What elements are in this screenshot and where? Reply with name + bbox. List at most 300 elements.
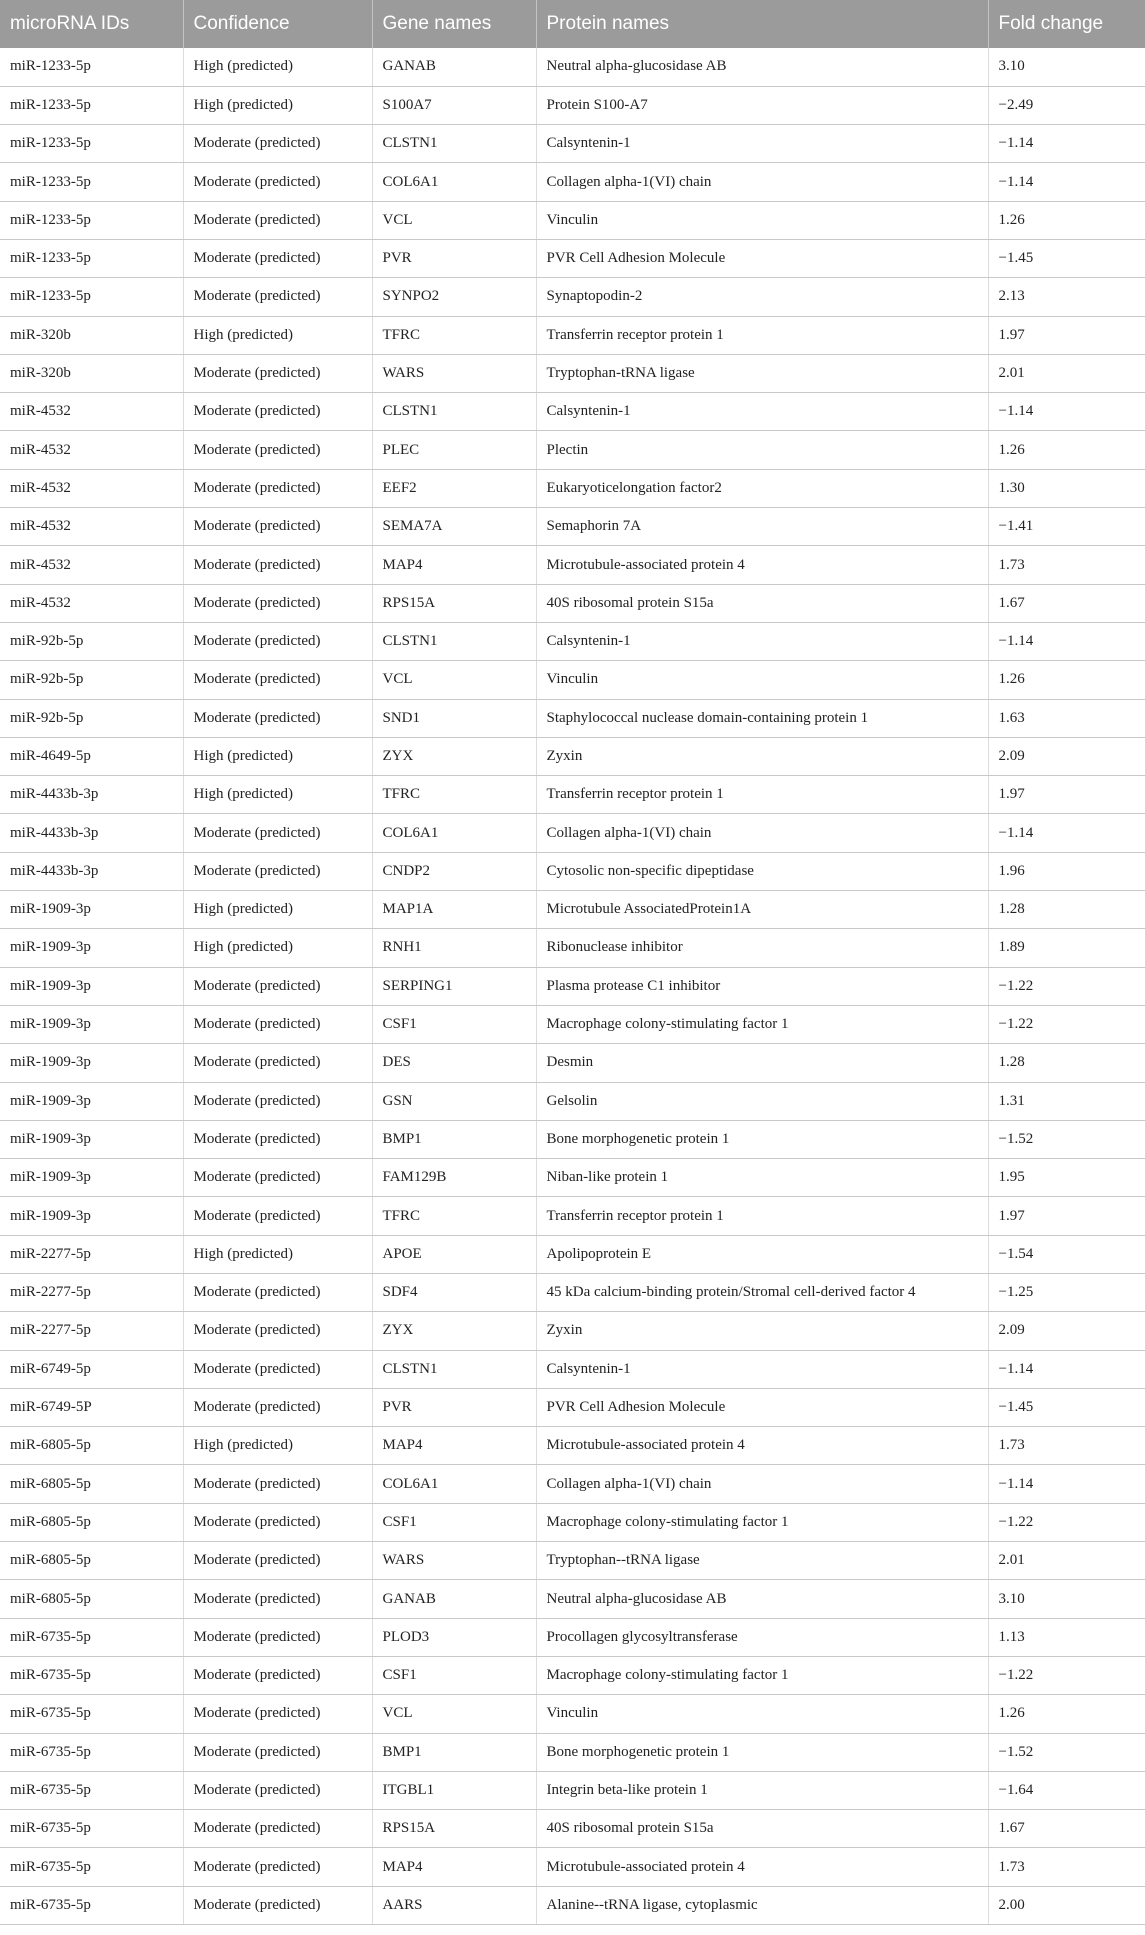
cell-protein-name: Gelsolin: [536, 1082, 988, 1120]
cell-fold-change: 2.00: [988, 1886, 1145, 1924]
cell-fold-change: 2.13: [988, 278, 1145, 316]
cell-gene-name: CSF1: [372, 1503, 536, 1541]
cell-fold-change: −1.54: [988, 1235, 1145, 1273]
cell-microrna-id: miR-320b: [0, 354, 183, 392]
cell-confidence: Moderate (predicted): [183, 393, 372, 431]
cell-fold-change: −1.14: [988, 814, 1145, 852]
cell-confidence: Moderate (predicted): [183, 163, 372, 201]
cell-gene-name: COL6A1: [372, 163, 536, 201]
cell-fold-change: 1.26: [988, 431, 1145, 469]
cell-protein-name: Calsyntenin-1: [536, 125, 988, 163]
cell-confidence: Moderate (predicted): [183, 546, 372, 584]
cell-protein-name: Cytosolic non-specific dipeptidase: [536, 852, 988, 890]
cell-fold-change: −1.22: [988, 1656, 1145, 1694]
cell-protein-name: Microtubule AssociatedProtein1A: [536, 891, 988, 929]
cell-gene-name: PVR: [372, 239, 536, 277]
cell-confidence: Moderate (predicted): [183, 1733, 372, 1771]
table-row: [0, 201, 1145, 239]
cell-protein-name: Transferrin receptor protein 1: [536, 316, 988, 354]
table-row: [0, 661, 1145, 699]
table-row: [0, 891, 1145, 929]
cell-microrna-id: miR-6805-5p: [0, 1580, 183, 1618]
cell-gene-name: COL6A1: [372, 814, 536, 852]
cell-microrna-id: miR-2277-5p: [0, 1312, 183, 1350]
cell-protein-name: Vinculin: [536, 1695, 988, 1733]
cell-fold-change: 1.73: [988, 546, 1145, 584]
cell-fold-change: 3.10: [988, 48, 1145, 86]
cell-confidence: High (predicted): [183, 1427, 372, 1465]
cell-microrna-id: miR-1233-5p: [0, 201, 183, 239]
table-row: [0, 1695, 1145, 1733]
cell-confidence: Moderate (predicted): [183, 469, 372, 507]
cell-fold-change: −1.52: [988, 1733, 1145, 1771]
cell-gene-name: RPS15A: [372, 584, 536, 622]
cell-gene-name: CLSTN1: [372, 393, 536, 431]
cell-fold-change: 2.09: [988, 737, 1145, 775]
table-row: [0, 431, 1145, 469]
header-confidence: Confidence: [183, 0, 372, 48]
cell-microrna-id: miR-4532: [0, 393, 183, 431]
table-row: [0, 546, 1145, 584]
cell-microrna-id: miR-6805-5p: [0, 1465, 183, 1503]
table-row: [0, 1656, 1145, 1694]
cell-fold-change: 1.67: [988, 1810, 1145, 1848]
cell-microrna-id: miR-4532: [0, 431, 183, 469]
cell-fold-change: −1.14: [988, 163, 1145, 201]
cell-microrna-id: miR-4649-5p: [0, 737, 183, 775]
table-row: [0, 1235, 1145, 1273]
table-row: [0, 278, 1145, 316]
cell-fold-change: 1.96: [988, 852, 1145, 890]
cell-fold-change: −1.14: [988, 125, 1145, 163]
cell-fold-change: −1.52: [988, 1120, 1145, 1158]
cell-confidence: Moderate (predicted): [183, 661, 372, 699]
cell-gene-name: SDF4: [372, 1274, 536, 1312]
cell-microrna-id: miR-1233-5p: [0, 239, 183, 277]
cell-protein-name: Apolipoprotein E: [536, 1235, 988, 1273]
cell-confidence: Moderate (predicted): [183, 1312, 372, 1350]
cell-fold-change: 1.31: [988, 1082, 1145, 1120]
cell-confidence: Moderate (predicted): [183, 1503, 372, 1541]
cell-gene-name: MAP4: [372, 546, 536, 584]
cell-protein-name: Neutral alpha-glucosidase AB: [536, 48, 988, 86]
cell-gene-name: MAP4: [372, 1427, 536, 1465]
cell-fold-change: 1.26: [988, 1695, 1145, 1733]
cell-protein-name: Ribonuclease inhibitor: [536, 929, 988, 967]
cell-fold-change: 1.97: [988, 776, 1145, 814]
cell-fold-change: 1.26: [988, 661, 1145, 699]
cell-gene-name: GANAB: [372, 48, 536, 86]
cell-protein-name: Semaphorin 7A: [536, 508, 988, 546]
cell-fold-change: −1.45: [988, 1388, 1145, 1426]
cell-gene-name: FAM129B: [372, 1159, 536, 1197]
cell-gene-name: WARS: [372, 354, 536, 392]
cell-gene-name: ZYX: [372, 737, 536, 775]
cell-microrna-id: miR-6735-5p: [0, 1695, 183, 1733]
cell-confidence: Moderate (predicted): [183, 1771, 372, 1809]
table-row: [0, 622, 1145, 660]
cell-gene-name: CLSTN1: [372, 1350, 536, 1388]
cell-protein-name: Alanine--tRNA ligase, cytoplasmic: [536, 1886, 988, 1924]
table-row: [0, 86, 1145, 124]
cell-protein-name: 40S ribosomal protein S15a: [536, 1810, 988, 1848]
table-row: [0, 776, 1145, 814]
cell-fold-change: 1.28: [988, 891, 1145, 929]
cell-protein-name: Collagen alpha-1(VI) chain: [536, 814, 988, 852]
cell-microrna-id: miR-1909-3p: [0, 1044, 183, 1082]
cell-gene-name: SERPING1: [372, 967, 536, 1005]
cell-protein-name: Zyxin: [536, 1312, 988, 1350]
table-row: [0, 1350, 1145, 1388]
cell-protein-name: Eukaryoticelongation factor2: [536, 469, 988, 507]
cell-fold-change: 2.01: [988, 1542, 1145, 1580]
cell-protein-name: 40S ribosomal protein S15a: [536, 584, 988, 622]
table-row: [0, 1120, 1145, 1158]
cell-microrna-id: miR-1909-3p: [0, 891, 183, 929]
cell-microrna-id: miR-4532: [0, 546, 183, 584]
cell-microrna-id: miR-1909-3p: [0, 1005, 183, 1043]
cell-gene-name: TFRC: [372, 316, 536, 354]
cell-protein-name: PVR Cell Adhesion Molecule: [536, 239, 988, 277]
cell-confidence: Moderate (predicted): [183, 431, 372, 469]
cell-protein-name: Plasma protease C1 inhibitor: [536, 967, 988, 1005]
cell-fold-change: −1.41: [988, 508, 1145, 546]
table-row: [0, 1542, 1145, 1580]
cell-confidence: Moderate (predicted): [183, 1810, 372, 1848]
cell-confidence: Moderate (predicted): [183, 814, 372, 852]
cell-protein-name: PVR Cell Adhesion Molecule: [536, 1388, 988, 1426]
cell-protein-name: Collagen alpha-1(VI) chain: [536, 1465, 988, 1503]
cell-protein-name: Transferrin receptor protein 1: [536, 1197, 988, 1235]
cell-microrna-id: miR-1909-3p: [0, 967, 183, 1005]
cell-fold-change: 1.73: [988, 1848, 1145, 1886]
cell-microrna-id: miR-6805-5p: [0, 1542, 183, 1580]
cell-fold-change: 2.09: [988, 1312, 1145, 1350]
cell-microrna-id: miR-320b: [0, 316, 183, 354]
cell-fold-change: 1.30: [988, 469, 1145, 507]
cell-gene-name: VCL: [372, 661, 536, 699]
cell-fold-change: 1.67: [988, 584, 1145, 622]
cell-microrna-id: miR-6735-5p: [0, 1656, 183, 1694]
cell-gene-name: CSF1: [372, 1005, 536, 1043]
cell-confidence: High (predicted): [183, 776, 372, 814]
cell-gene-name: TFRC: [372, 1197, 536, 1235]
cell-protein-name: Microtubule-associated protein 4: [536, 1848, 988, 1886]
table-row: [0, 699, 1145, 737]
table-row: [0, 1082, 1145, 1120]
cell-microrna-id: miR-2277-5p: [0, 1235, 183, 1273]
cell-protein-name: Microtubule-associated protein 4: [536, 546, 988, 584]
cell-fold-change: 1.95: [988, 1159, 1145, 1197]
cell-gene-name: SYNPO2: [372, 278, 536, 316]
table-row: [0, 1465, 1145, 1503]
cell-protein-name: Neutral alpha-glucosidase AB: [536, 1580, 988, 1618]
table-row: [0, 316, 1145, 354]
cell-fold-change: −1.25: [988, 1274, 1145, 1312]
cell-confidence: Moderate (predicted): [183, 1886, 372, 1924]
cell-fold-change: −1.14: [988, 393, 1145, 431]
table-row: [0, 1810, 1145, 1848]
cell-gene-name: GSN: [372, 1082, 536, 1120]
table-row: [0, 1044, 1145, 1082]
cell-gene-name: EEF2: [372, 469, 536, 507]
table-row: [0, 814, 1145, 852]
cell-confidence: Moderate (predicted): [183, 125, 372, 163]
cell-gene-name: COL6A1: [372, 1465, 536, 1503]
table-row: [0, 1886, 1145, 1924]
table-row: [0, 1274, 1145, 1312]
cell-confidence: High (predicted): [183, 86, 372, 124]
header-row: [0, 0, 1145, 48]
cell-protein-name: Microtubule-associated protein 4: [536, 1427, 988, 1465]
table-row: [0, 1848, 1145, 1886]
cell-protein-name: Collagen alpha-1(VI) chain: [536, 163, 988, 201]
table-row: [0, 967, 1145, 1005]
cell-gene-name: APOE: [372, 1235, 536, 1273]
cell-fold-change: −2.49: [988, 86, 1145, 124]
cell-gene-name: VCL: [372, 1695, 536, 1733]
cell-confidence: High (predicted): [183, 316, 372, 354]
cell-fold-change: −1.14: [988, 622, 1145, 660]
cell-gene-name: CSF1: [372, 1656, 536, 1694]
cell-gene-name: BMP1: [372, 1120, 536, 1158]
cell-fold-change: −1.45: [988, 239, 1145, 277]
cell-microrna-id: miR-6805-5p: [0, 1427, 183, 1465]
cell-fold-change: −1.14: [988, 1465, 1145, 1503]
cell-microrna-id: miR-1233-5p: [0, 278, 183, 316]
cell-confidence: Moderate (predicted): [183, 699, 372, 737]
cell-confidence: Moderate (predicted): [183, 354, 372, 392]
header-microrna-ids: microRNA IDs: [10, 13, 130, 34]
cell-confidence: Moderate (predicted): [183, 201, 372, 239]
cell-protein-name: Macrophage colony-stimulating factor 1: [536, 1005, 988, 1043]
cell-gene-name: CLSTN1: [372, 622, 536, 660]
cell-confidence: Moderate (predicted): [183, 852, 372, 890]
cell-gene-name: PLOD3: [372, 1618, 536, 1656]
cell-protein-name: Vinculin: [536, 661, 988, 699]
cell-microrna-id: miR-4433b-3p: [0, 776, 183, 814]
cell-protein-name: Integrin beta-like protein 1: [536, 1771, 988, 1809]
table-row: [0, 48, 1145, 86]
cell-microrna-id: miR-1909-3p: [0, 1120, 183, 1158]
cell-microrna-id: miR-6805-5p: [0, 1503, 183, 1541]
cell-confidence: Moderate (predicted): [183, 622, 372, 660]
cell-microrna-id: miR-6749-5P: [0, 1388, 183, 1426]
cell-gene-name: SEMA7A: [372, 508, 536, 546]
cell-confidence: Moderate (predicted): [183, 239, 372, 277]
table-header: [0, 0, 1145, 48]
cell-protein-name: Macrophage colony-stimulating factor 1: [536, 1656, 988, 1694]
cell-confidence: Moderate (predicted): [183, 584, 372, 622]
cell-confidence: High (predicted): [183, 891, 372, 929]
cell-gene-name: RPS15A: [372, 1810, 536, 1848]
cell-microrna-id: miR-1909-3p: [0, 1159, 183, 1197]
cell-confidence: Moderate (predicted): [183, 967, 372, 1005]
cell-fold-change: 1.97: [988, 316, 1145, 354]
table-body: [0, 48, 1145, 1925]
cell-confidence: Moderate (predicted): [183, 1082, 372, 1120]
cell-fold-change: 1.13: [988, 1618, 1145, 1656]
cell-fold-change: 2.01: [988, 354, 1145, 392]
cell-confidence: Moderate (predicted): [183, 1695, 372, 1733]
cell-confidence: Moderate (predicted): [183, 1618, 372, 1656]
cell-protein-name: Plectin: [536, 431, 988, 469]
cell-fold-change: 1.89: [988, 929, 1145, 967]
cell-protein-name: 45 kDa calcium-binding protein/Stromal cell-derived factor 4: [536, 1274, 988, 1312]
cell-protein-name: Calsyntenin-1: [536, 1350, 988, 1388]
cell-confidence: Moderate (predicted): [183, 1542, 372, 1580]
table-row: [0, 852, 1145, 890]
cell-confidence: Moderate (predicted): [183, 508, 372, 546]
table-row: [0, 125, 1145, 163]
cell-confidence: High (predicted): [183, 929, 372, 967]
cell-protein-name: Tryptophan--tRNA ligase: [536, 1542, 988, 1580]
cell-microrna-id: miR-6749-5p: [0, 1350, 183, 1388]
header-protein-names: Protein names: [536, 0, 988, 48]
cell-protein-name: Zyxin: [536, 737, 988, 775]
table-row: [0, 354, 1145, 392]
cell-gene-name: ITGBL1: [372, 1771, 536, 1809]
cell-microrna-id: miR-6735-5p: [0, 1810, 183, 1848]
table-row: [0, 1197, 1145, 1235]
cell-confidence: Moderate (predicted): [183, 1120, 372, 1158]
cell-gene-name: BMP1: [372, 1733, 536, 1771]
cell-microrna-id: miR-92b-5p: [0, 661, 183, 699]
table-row: [0, 1618, 1145, 1656]
cell-confidence: Moderate (predicted): [183, 278, 372, 316]
table-row: [0, 1427, 1145, 1465]
cell-confidence: Moderate (predicted): [183, 1197, 372, 1235]
cell-fold-change: 3.10: [988, 1580, 1145, 1618]
cell-protein-name: Tryptophan-tRNA ligase: [536, 354, 988, 392]
cell-microrna-id: miR-6735-5p: [0, 1771, 183, 1809]
table-row: [0, 469, 1145, 507]
cell-protein-name: Calsyntenin-1: [536, 622, 988, 660]
table-row: [0, 163, 1145, 201]
header-fold-change: Fold change: [988, 0, 1145, 48]
cell-gene-name: PLEC: [372, 431, 536, 469]
cell-protein-name: Synaptopodin-2: [536, 278, 988, 316]
cell-microrna-id: miR-4433b-3p: [0, 814, 183, 852]
cell-confidence: Moderate (predicted): [183, 1848, 372, 1886]
cell-gene-name: S100A7: [372, 86, 536, 124]
cell-gene-name: SND1: [372, 699, 536, 737]
table-row: [0, 393, 1145, 431]
cell-fold-change: −1.14: [988, 1350, 1145, 1388]
cell-protein-name: Procollagen glycosyltransferase: [536, 1618, 988, 1656]
cell-microrna-id: miR-1233-5p: [0, 48, 183, 86]
cell-protein-name: Staphylococcal nuclease domain-containing protein 1: [536, 699, 988, 737]
cell-microrna-id: miR-1909-3p: [0, 929, 183, 967]
table-row: [0, 1005, 1145, 1043]
cell-gene-name: PVR: [372, 1388, 536, 1426]
cell-confidence: Moderate (predicted): [183, 1274, 372, 1312]
cell-confidence: Moderate (predicted): [183, 1159, 372, 1197]
cell-protein-name: Desmin: [536, 1044, 988, 1082]
cell-gene-name: VCL: [372, 201, 536, 239]
cell-confidence: High (predicted): [183, 1235, 372, 1273]
table-row: [0, 1159, 1145, 1197]
cell-microrna-id: miR-6735-5p: [0, 1733, 183, 1771]
cell-fold-change: 1.97: [988, 1197, 1145, 1235]
cell-confidence: Moderate (predicted): [183, 1005, 372, 1043]
table-row: [0, 239, 1145, 277]
cell-protein-name: Protein S100-A7: [536, 86, 988, 124]
table-row: [0, 1312, 1145, 1350]
cell-confidence: High (predicted): [183, 48, 372, 86]
cell-confidence: Moderate (predicted): [183, 1656, 372, 1694]
table-row: [0, 1580, 1145, 1618]
cell-protein-name: Macrophage colony-stimulating factor 1: [536, 1503, 988, 1541]
cell-fold-change: −1.64: [988, 1771, 1145, 1809]
cell-gene-name: DES: [372, 1044, 536, 1082]
header-gene-names: Gene names: [372, 0, 536, 48]
cell-fold-change: −1.22: [988, 967, 1145, 1005]
table-row: [0, 1388, 1145, 1426]
cell-microrna-id: miR-1233-5p: [0, 86, 183, 124]
cell-microrna-id: miR-1233-5p: [0, 125, 183, 163]
cell-microrna-id: miR-4532: [0, 584, 183, 622]
table-row: [0, 1733, 1145, 1771]
cell-confidence: Moderate (predicted): [183, 1465, 372, 1503]
cell-microrna-id: miR-4532: [0, 469, 183, 507]
cell-confidence: Moderate (predicted): [183, 1580, 372, 1618]
cell-protein-name: Transferrin receptor protein 1: [536, 776, 988, 814]
cell-protein-name: Bone morphogenetic protein 1: [536, 1120, 988, 1158]
cell-microrna-id: miR-4433b-3p: [0, 852, 183, 890]
table-row: [0, 737, 1145, 775]
table-row: [0, 929, 1145, 967]
cell-gene-name: GANAB: [372, 1580, 536, 1618]
cell-fold-change: −1.22: [988, 1503, 1145, 1541]
cell-gene-name: TFRC: [372, 776, 536, 814]
cell-confidence: Moderate (predicted): [183, 1388, 372, 1426]
table-row: [0, 584, 1145, 622]
cell-confidence: High (predicted): [183, 737, 372, 775]
cell-fold-change: 1.28: [988, 1044, 1145, 1082]
cell-microrna-id: miR-1233-5p: [0, 163, 183, 201]
cell-confidence: Moderate (predicted): [183, 1044, 372, 1082]
cell-protein-name: Bone morphogenetic protein 1: [536, 1733, 988, 1771]
cell-fold-change: 1.63: [988, 699, 1145, 737]
cell-microrna-id: miR-92b-5p: [0, 699, 183, 737]
cell-microrna-id: miR-6735-5p: [0, 1618, 183, 1656]
cell-microrna-id: miR-2277-5p: [0, 1274, 183, 1312]
cell-gene-name: CLSTN1: [372, 125, 536, 163]
cell-gene-name: MAP4: [372, 1848, 536, 1886]
cell-gene-name: MAP1A: [372, 891, 536, 929]
cell-protein-name: Niban-like protein 1: [536, 1159, 988, 1197]
table-row: [0, 508, 1145, 546]
cell-microrna-id: miR-6735-5p: [0, 1886, 183, 1924]
cell-protein-name: Calsyntenin-1: [536, 393, 988, 431]
cell-microrna-id: miR-1909-3p: [0, 1082, 183, 1120]
cell-microrna-id: miR-92b-5p: [0, 622, 183, 660]
cell-gene-name: ZYX: [372, 1312, 536, 1350]
cell-microrna-id: miR-6735-5p: [0, 1848, 183, 1886]
cell-fold-change: 1.26: [988, 201, 1145, 239]
cell-gene-name: CNDP2: [372, 852, 536, 890]
cell-microrna-id: miR-4532: [0, 508, 183, 546]
table-row: [0, 1771, 1145, 1809]
cell-protein-name: Vinculin: [536, 201, 988, 239]
table-row: [0, 1503, 1145, 1541]
cell-fold-change: −1.22: [988, 1005, 1145, 1043]
cell-microrna-id: miR-1909-3p: [0, 1197, 183, 1235]
cell-gene-name: AARS: [372, 1886, 536, 1924]
cell-confidence: Moderate (predicted): [183, 1350, 372, 1388]
cell-gene-name: WARS: [372, 1542, 536, 1580]
